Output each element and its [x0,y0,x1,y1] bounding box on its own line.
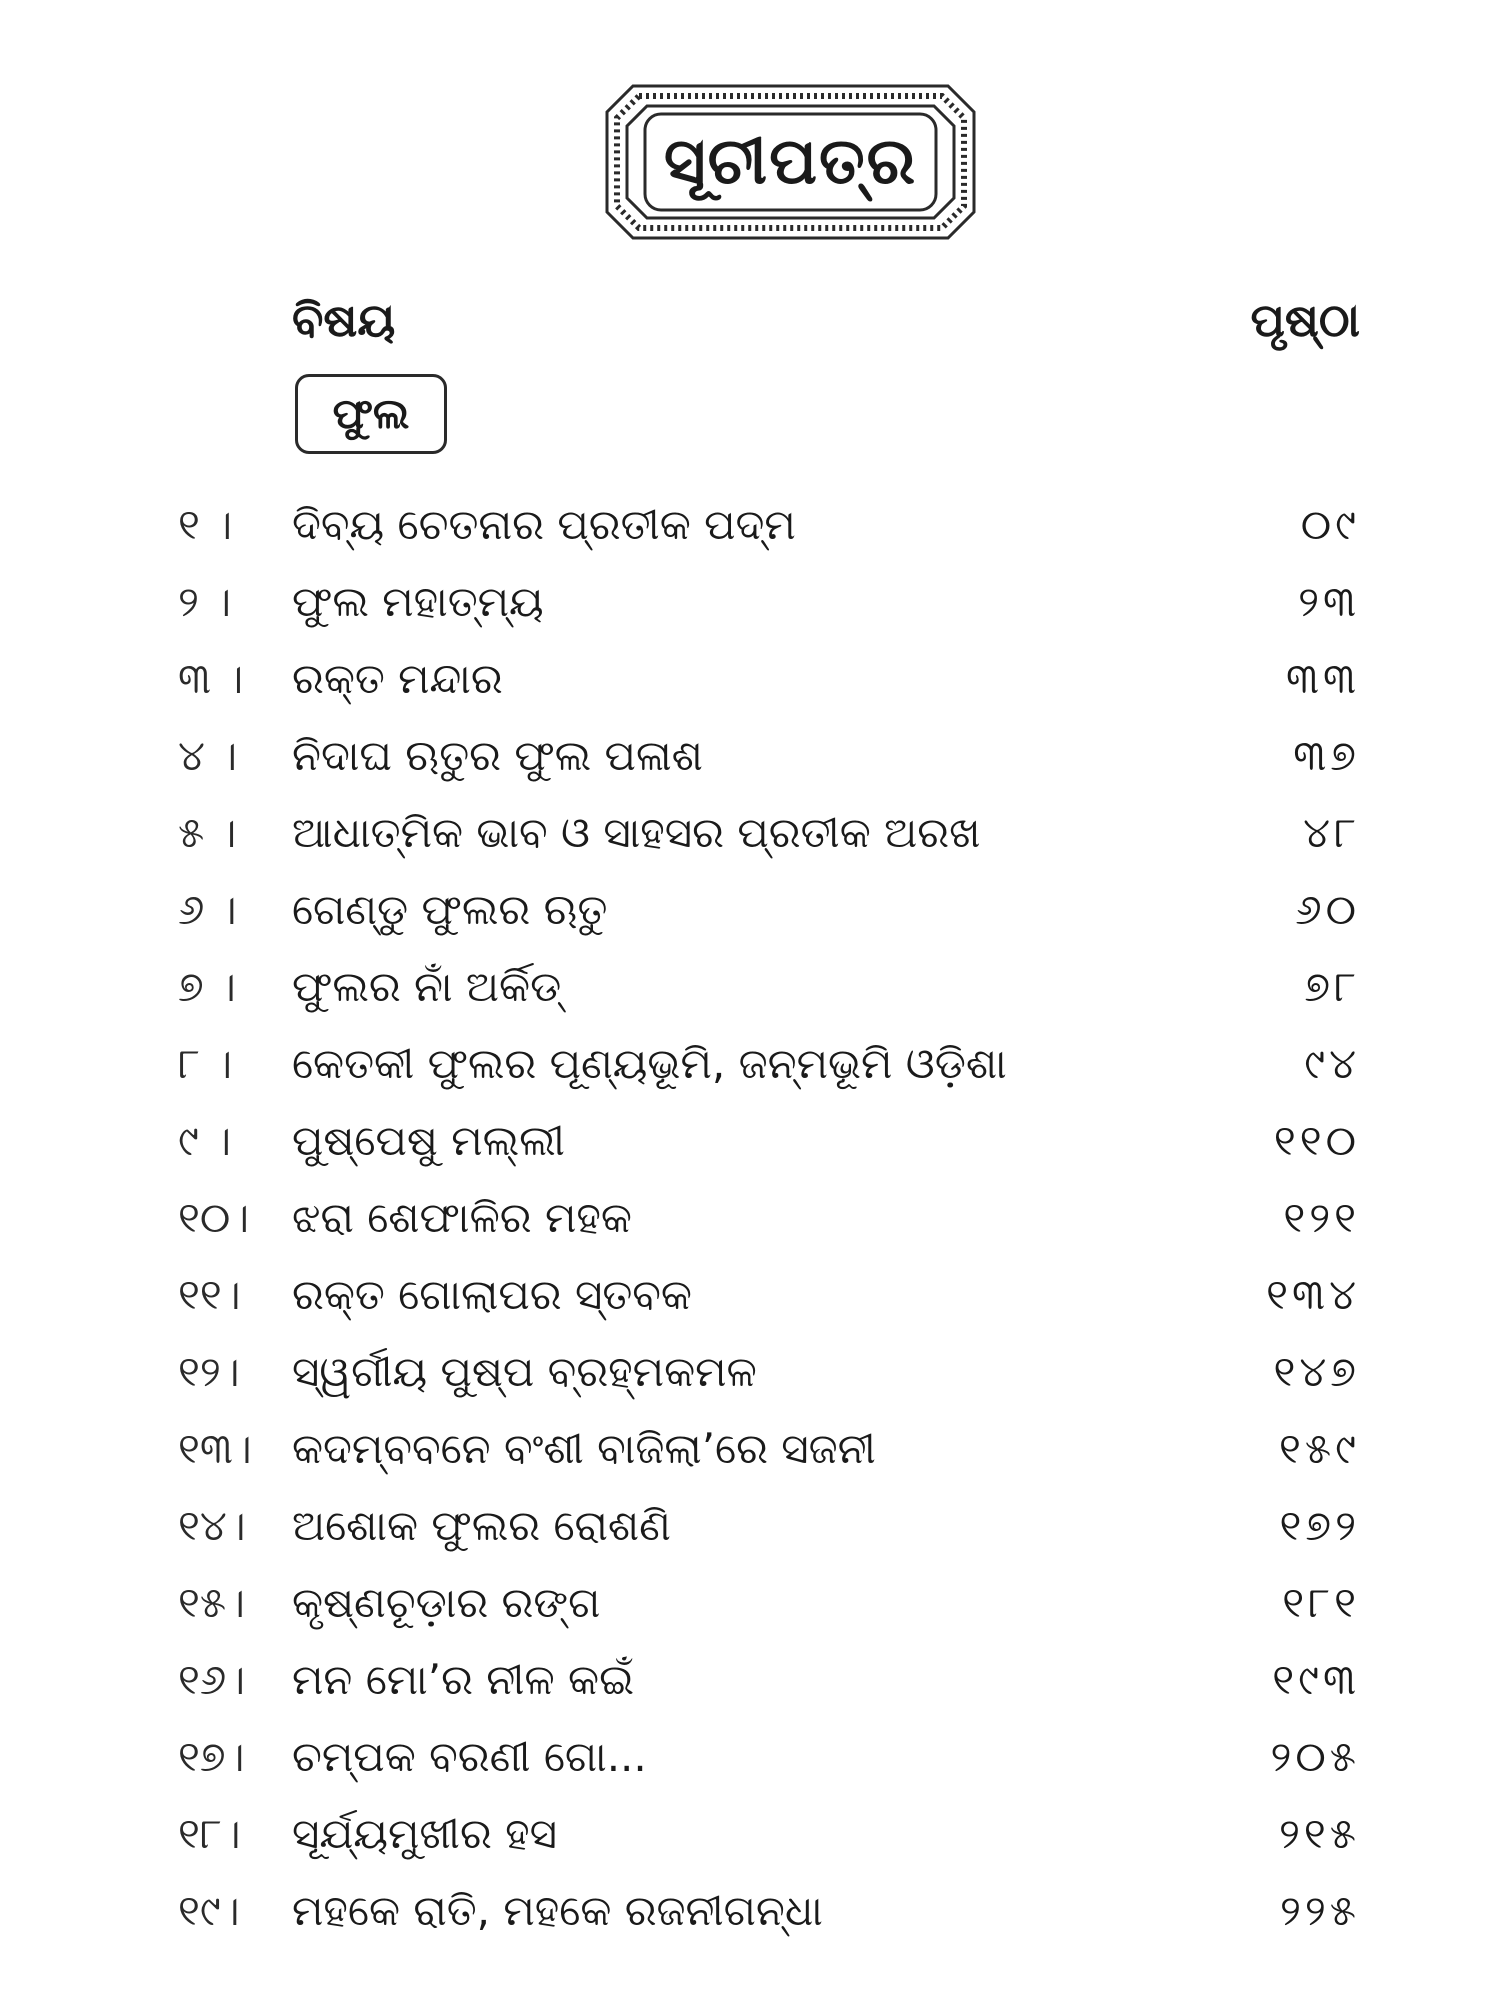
list-item [0,567,1500,637]
list-item [0,1799,1500,1869]
entry-number: ୧ । [178,500,233,549]
title-cartouche [603,82,978,242]
list-item [0,1029,1500,1099]
entry-title: ଦିବ୍ୟ ଚେତନାର ପ୍ରତୀକ ପଦ୍ମ [292,500,796,549]
list-item [0,798,1500,868]
entry-title: ମହକେ ରାତି, ମହକେ ରଜନୀଗନ୍ଧା [292,1886,823,1935]
entry-page: ୪୮ [1303,808,1360,857]
list-item [0,1645,1500,1715]
list-item [0,875,1500,945]
list-item [0,1337,1500,1407]
list-item [0,1414,1500,1484]
list-item [0,1260,1500,1330]
entry-page: ୧୧୦ [1273,1116,1360,1165]
entry-title: ଅଶୋକ ଫୁଲର ରୋଶଣି [292,1501,671,1550]
list-item [0,1491,1500,1561]
entry-title: କୃଷ୍ଣଚୂଡ଼ାର ରଙ୍ଗ [292,1578,601,1627]
entry-page: ୧୪୭ [1273,1347,1360,1396]
entry-title: ଆଧାତ୍ମିକ ଭାବ ଓ ସାହସର ପ୍ରତୀକ ଅରଖ [292,808,981,857]
entry-page: ୧୯୩ [1272,1655,1360,1704]
entry-title: ରକ୍ତ ମନ୍ଦାର [292,654,503,703]
entry-title: ଚମ୍ପକ ବରଣୀ ଗୋ... [292,1732,647,1781]
entry-number: ୧୨। [178,1347,240,1396]
entry-number: ୧୯। [178,1886,240,1935]
entry-page: ୦୯ [1300,500,1360,549]
entry-page: ୧୨୧ [1283,1193,1360,1242]
entry-number: ୧୮। [178,1809,241,1858]
entry-page: ୬୦ [1295,885,1360,934]
entry-number: ୧୪। [178,1501,246,1550]
entry-title: ଫୁଲର ନାଁ ଅର୍କିଡ୍ [292,962,562,1011]
entry-page: ୧୫୯ [1279,1424,1360,1473]
entry-page: ୨୧୫ [1278,1809,1360,1858]
entry-number: ୮ । [178,1039,233,1088]
entry-title: ଫୁଲ ମହାତ୍ମ୍ୟ [292,577,544,626]
list-item [0,644,1500,714]
subject-column-header: ବିଷୟ [292,293,396,347]
list-item [0,1568,1500,1638]
entry-title: ଝରା ଶେଫାଳିର ମହକ [292,1193,632,1242]
list-item [0,721,1500,791]
list-item [0,1722,1500,1792]
entry-number: ୬ । [178,885,237,934]
entry-number: ୯ । [178,1116,232,1165]
list-item [0,1876,1500,1946]
entry-number: ୩ । [178,654,244,703]
entry-page: ୩୩ [1285,654,1360,703]
entry-title: ସୂର୍ଯ୍ୟମୁଖୀର ହସ [292,1809,558,1858]
entry-page: ୧୮୧ [1282,1578,1360,1627]
entry-page: ୧୩୪ [1266,1270,1360,1319]
entry-title: ପୁଷ୍ପେଷୁ ମଲ୍ଲୀ [292,1116,565,1165]
entry-number: ୧୫। [178,1578,245,1627]
section-label: ଫୁଲ [295,374,447,454]
entry-page: ୨୩ [1298,577,1360,626]
entry-number: ୧୩। [178,1424,252,1473]
entry-page: ୨୦୫ [1270,1732,1360,1781]
entry-number: ୧୭। [178,1732,245,1781]
list-item [0,490,1500,560]
entry-number: ୭ । [178,962,236,1011]
entry-title: ଗେଣ୍ଡୁ ଫୁଲର ଋତୁ [292,885,608,934]
entry-title: କଦମ୍ବବନେ ବଂଶୀ ବାଜିଲା’ରେ ସଜନୀ [292,1424,876,1473]
entry-page: ୩୭ [1293,731,1360,780]
entry-number: ୧୬। [178,1655,246,1704]
entry-title: ମନ ମୋ’ର ନୀଳ କଇଁ [292,1655,635,1704]
entry-number: ୨ । [178,577,232,626]
entry-title: କେତକୀ ଫୁଲର ପୂଣ୍ୟଭୂମି, ଜନ୍ମଭୂମି ଓଡ଼ିଶା [292,1039,1007,1088]
page-column-header: ପୃଷ୍ଠା [1250,293,1360,347]
entry-title: ନିଦାଘ ଋତୁର ଫୁଲ ପଳାଶ [292,731,703,780]
list-item [0,1106,1500,1176]
entry-page: ୭୮ [1304,962,1360,1011]
entry-number: ୪ । [178,731,238,780]
entry-page: ୨୨୫ [1279,1886,1360,1935]
entry-title: ରକ୍ତ ଗୋଲାପର ସ୍ତବକ [292,1270,692,1319]
entry-number: ୫ । [178,808,237,857]
list-item [0,952,1500,1022]
list-item [0,1183,1500,1253]
page-title: ସୂଚୀପତ୍ର [663,125,918,199]
entry-number: ୧୧। [178,1270,241,1319]
entry-number: ୧୦। [178,1193,250,1242]
entry-page: ୯୪ [1304,1039,1360,1088]
entry-page: ୧୭୨ [1279,1501,1360,1550]
entry-title: ସ୍ୱର୍ଗୀୟ ପୁଷ୍ପ ବ୍ରହ୍ମକମଳ [292,1347,757,1396]
